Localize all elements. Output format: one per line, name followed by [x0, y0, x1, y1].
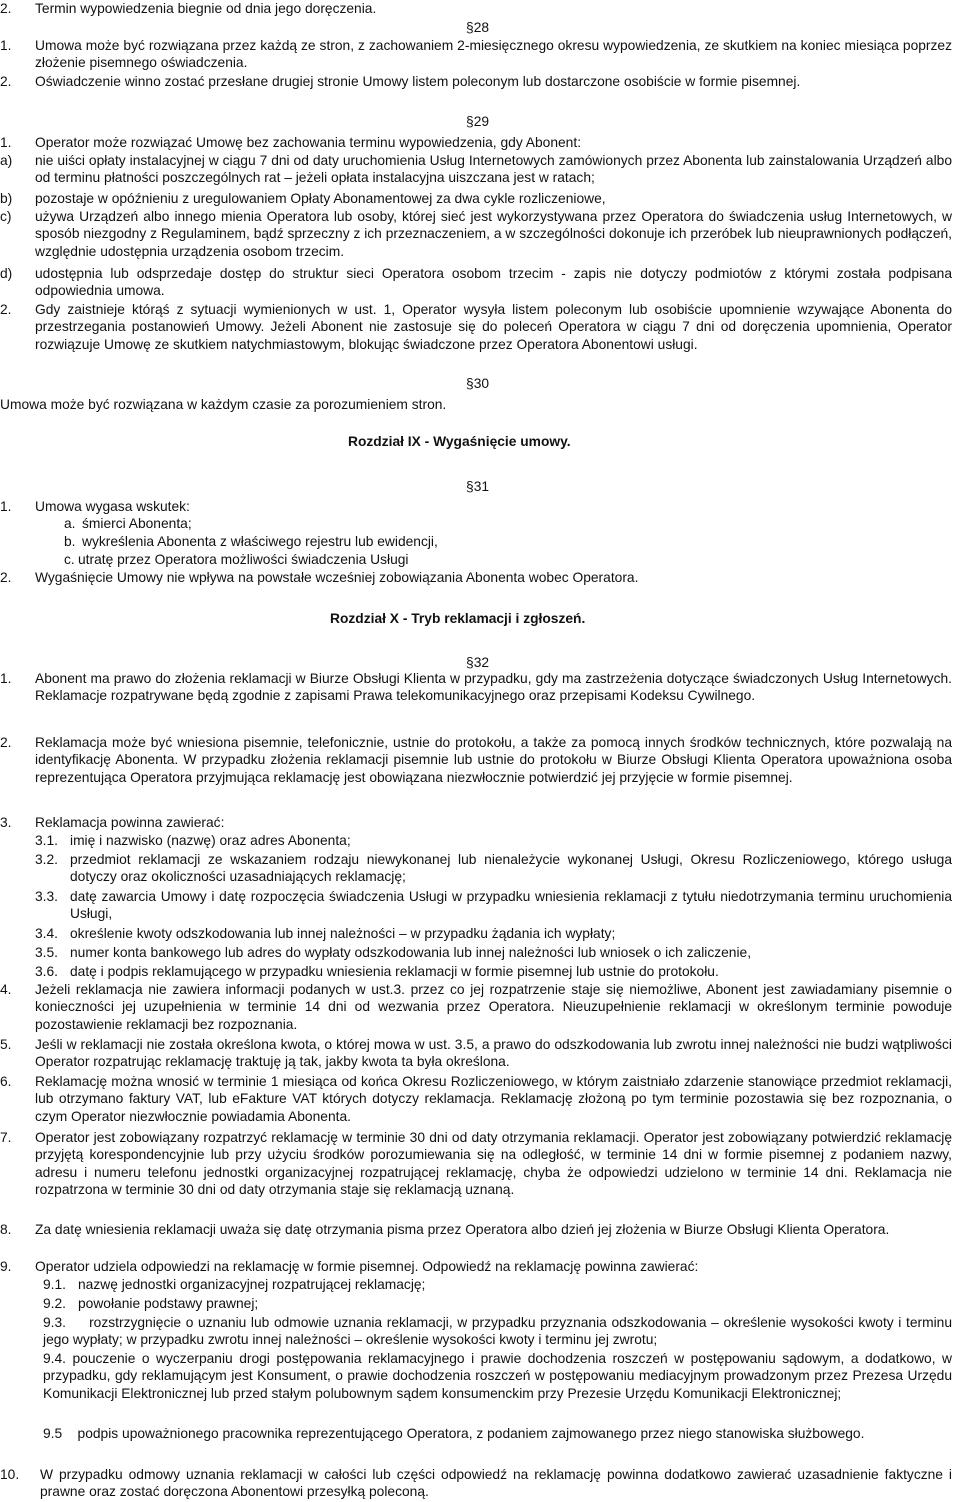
section-symbol-icon: § [466, 479, 474, 494]
section-number: 29 [473, 114, 490, 129]
sub-item [35, 832, 952, 849]
item-text: Umowa wygasa wskutek: [35, 499, 190, 514]
sub-item-label: 9.5 [43, 1426, 63, 1441]
item-text: W przypadku odmowy uznania reklamacji w całości lub części odpowiedź na reklamację powinna dodatkowo zawierać uzasadnienie faktyczne i prawne oraz zostać doręczona Abonentowi przesyłką poleconą. [40, 1467, 952, 1500]
sub-item-label: 3.6. [35, 964, 59, 979]
list-item [0, 498, 952, 515]
sub-item-label: d) [0, 266, 13, 281]
list-item [0, 1036, 952, 1071]
item-number: 2. [0, 735, 12, 750]
sub-item [0, 152, 952, 187]
section-symbol-icon: § [466, 20, 474, 35]
sub-item-text: wykreślenia Abonenta z właściwego rejestru lub ewidencji, [82, 534, 438, 549]
list-item [0, 1073, 952, 1125]
list-item [0, 1221, 952, 1238]
section-heading-28 [466, 19, 490, 36]
sub-item [43, 1276, 952, 1293]
sub-item [43, 1425, 952, 1442]
list-item [0, 1129, 952, 1199]
sub-item-text: datę zawarcia Umowy i datę rozpoczęcia świadczenia Usługi w przypadku wniesienia reklamacji z tytułu niedotrzymania terminu uruchomienia Usługi, [70, 889, 952, 922]
list-item [0, 981, 952, 1033]
item-text: Operator może rozwiązać Umowę bez zachowania terminu wypowiedzenia, gdy Abonent: [35, 135, 582, 150]
sub-item-text: określenie kwoty odszkodowania lub innej należności – w przypadku żądania ich wypłaty; [70, 926, 616, 941]
sub-item [35, 851, 952, 886]
sub-item [35, 963, 952, 980]
item-text: Oświadczenie winno zostać przesłane drugiej stronie Umowy listem poleconym lub dostarczone osobiście w formie pisemnej. [35, 74, 801, 89]
paragraph-text: Umowa może być rozwiązana w każdym czasie za porozumieniem stron. [0, 397, 447, 412]
chapter-title: Rozdział X - Tryb reklamacji i zgłoszeń. [330, 611, 586, 626]
sub-item [43, 1314, 952, 1349]
sub-item [64, 551, 944, 568]
item-number: 2. [0, 74, 12, 89]
sub-item [64, 515, 944, 532]
chapter-title: Rozdział IX - Wygaśnięcie umowy. [348, 434, 571, 449]
sub-item-text: datę i podpis reklamującego w przypadku wniesienia reklamacji w formie pisemnej lub ustnie do protokołu. [70, 964, 719, 979]
sub-item [43, 1350, 952, 1402]
sub-item-text: powołanie podstawy prawnej; [78, 1296, 259, 1311]
item-number: 4. [0, 982, 12, 997]
item-number: 6. [0, 1074, 12, 1089]
item-text: Reklamacja powinna zawierać: [35, 815, 225, 830]
item-number: 9. [0, 1259, 12, 1274]
item-text: Termin wypowiedzenia biegnie od dnia jego doręczenia. [35, 1, 377, 16]
item-text: Jeżeli reklamacja nie zawiera informacji podanych w ust.3. przez co jej rozpatrzenie staje się niemożliwe, Abonent jest zawiadamiany pisemnie o konieczności jej uzupełnienia w terminie 14 dni od wezwania przez Operatora. Nieuzupełnienie reklamacji w określonym terminie powoduje pozostawienie reklamacji bez rozpoznania. [35, 982, 952, 1032]
paragraph-2 [0, 0, 952, 17]
section-heading-32 [466, 654, 490, 671]
section-heading-29 [466, 113, 490, 130]
sub-item [43, 1295, 952, 1312]
item-number: 2. [0, 570, 12, 585]
sub-item [35, 944, 952, 961]
list-item [0, 670, 952, 705]
item-text: Za datę wniesienia reklamacji uważa się datę otrzymania pisma przez Operatora albo dzień jej złożenia w Biurze Obsługi Klienta Operatora. [35, 1222, 890, 1237]
item-text: Operator jest zobowiązany rozpatrzyć reklamację w terminie 30 dni od daty otrzymania reklamacji. Operator jest zobowiązany potwierdzić reklamację przyjętą korespondencyjnie lub przy użyciu środków porozumiewania się na odległość, w terminie 14 dni w formie pisemnej z podaniem nazwy, adresu i numeru telefonu jednostki organizacyjnej rozpatrującej reklamację, chyba że odpowiedzi udzielono w terminie 14 dni. Reklamacja nie rozpatrzona w terminie 30 dni od daty otrzymania staje się reklamacją uznaną. [35, 1130, 952, 1198]
item-number: 3. [0, 815, 12, 830]
sub-item [0, 208, 952, 260]
item-number: 1. [0, 38, 12, 53]
sub-item-text: podpis upoważnionego pracownika reprezentującego Operatora, z podaniem zajmowanego przez niego stanowiska służbowego. [77, 1426, 865, 1441]
list-item [0, 73, 952, 90]
sub-item-label: 3.3. [35, 889, 59, 904]
section-heading-30 [466, 375, 490, 392]
section-number: 31 [473, 479, 490, 494]
section-number: 30 [473, 376, 490, 391]
section-symbol-icon: § [466, 114, 474, 129]
sub-item-text: nie uiści opłaty instalacyjnej w ciągu 7 dni od daty uruchomienia Usług Internetowych zamówionych przez Abonenta lub zainstalowania Urządzeń albo od terminu płatności poszczególnych rat – jeżeli opłata instalacyjna uiszczana jest w ratach; [35, 153, 952, 186]
sub-item [35, 888, 952, 923]
sub-item-label: 3.4. [35, 926, 59, 941]
sub-item-text: nazwę jednostki organizacyjnej rozpatrującej reklamację; [78, 1277, 426, 1292]
sub-item-label: b) [0, 191, 13, 206]
sub-item-label: a. [64, 516, 76, 531]
sub-item-label: 3.1. [35, 833, 59, 848]
list-item [0, 569, 952, 586]
list-item [0, 1466, 952, 1501]
item-number: 7. [0, 1130, 12, 1145]
sub-item-label: 9.1. [43, 1277, 67, 1292]
list-item [0, 814, 952, 831]
sub-item-text: przedmiot reklamacji ze wskazaniem rodzaju niewykonanej lub nienależycie wykonanej Usługi, Okresu Rozliczeniowego, którego usługa dotyczy oraz okoliczności uzasadniających reklamację; [70, 852, 952, 885]
section-number: 28 [473, 20, 490, 35]
item-number: 8. [0, 1222, 12, 1237]
sub-item [35, 925, 952, 942]
item-number: 1. [0, 671, 12, 686]
sub-item-label: 9.2. [43, 1296, 67, 1311]
sub-item-text: utratę przez Operatora możliwości świadczenia Usługi [78, 552, 409, 567]
section-symbol-icon: § [466, 376, 474, 391]
item-number: 1. [0, 135, 12, 150]
section-heading-31 [466, 478, 490, 495]
sub-item-text: udostępnia lub odsprzedaje dostęp do struktur sieci Operatora osobom trzecim - zapis nie dotyczy podmiotów z którymi została podpisana odpowiednia umowa. [35, 266, 952, 299]
sub-item-label: c. [64, 552, 75, 567]
sub-item-text: pozostaje w opóźnieniu z uregulowaniem Opłaty Abonamentowej za dwa cykle rozliczeniowe, [35, 191, 606, 206]
item-text: Operator udziela odpowiedzi na reklamację w formie pisemnej. Odpowiedź na reklamację powinna zawierać: [35, 1259, 699, 1274]
item-text: Wygaśnięcie Umowy nie wpływa na powstałe wcześniej zobowiązania Abonenta wobec Operatora. [35, 570, 639, 585]
item-text: Reklamacja może być wniesiona pisemnie, telefonicznie, ustnie do protokołu, a także za pomocą innych środków technicznych, które pozwalają na identyfikację Abonenta. W przypadku złożenia reklamacji pisemnie lub ustnie do protokołu w Biurze Obsługi Klienta Operatora upoważniona osoba reprezentująca Operatora przyjmująca reklamację jest obowiązana niezwłocznie potwierdzić jej przyjęcie w formie pisemnej. [35, 735, 952, 785]
sub-item-label: 3.5. [35, 945, 59, 960]
list-item [0, 734, 952, 786]
sub-item-text: śmierci Abonenta; [82, 516, 192, 531]
list-item [0, 1258, 952, 1275]
item-number: 10. [0, 1467, 20, 1482]
sub-item [0, 190, 952, 207]
item-number: 2. [0, 1, 12, 16]
sub-item-text: używa Urządzeń albo innego mienia Operatora lub osoby, której sieć jest wykorzystywana przez Operatora do świadczenia usług Internetowych, w sposób niezgodny z Regulaminem, bądź sprzeczny z ich przeznaczeniem, a w szczególności dokonuje ich przeróbek lub nieuprawnionych podłączeń, względnie udostępnia urządzenia osobom trzecim. [35, 209, 952, 259]
list-item [0, 37, 952, 72]
sub-item-label: 3.2. [35, 852, 59, 867]
list-item [0, 134, 952, 151]
item-number: 2. [0, 302, 12, 317]
sub-item-text: rozstrzygnięcie o uznaniu lub odmowie uznania reklamacji, w przypadku przyznania odszkodowania – określenie wysokości kwoty i terminu jego wypłaty; w przypadku zwrotu innej należności – określenie wysokości kwoty i terminu jej zwrotu; [43, 1315, 952, 1348]
sub-item-label: a) [0, 153, 13, 168]
sub-item-label: b. [64, 534, 76, 549]
item-text: Umowa może być rozwiązana przez każdą ze stron, z zachowaniem 2-miesięcznego okresu wypowiedzenia, ze skutkiem na koniec miesiąca poprzez złożenie pisemnego oświadczenia. [35, 38, 952, 71]
sub-item [0, 265, 952, 300]
item-text: Reklamację można wnosić w terminie 1 miesiąca od końca Okresu Rozliczeniowego, w którym zaistniało zdarzenie stanowiące przedmiot reklamacji, lub otrzymano faktury VAT, lub eFakture VAT których dotyczy reklamacja. Reklamację złożoną po tym terminie pozostawia się bez rozpoznania, o czym Operator niezwłocznie powiadamia Abonenta. [35, 1074, 952, 1124]
item-number: 1. [0, 499, 12, 514]
sub-item-label: 9.3. [43, 1315, 67, 1330]
sub-item-text: imię i nazwisko (nazwę) oraz adres Abonenta; [70, 833, 351, 848]
sub-item-text: numer konta bankowego lub adres do wypłaty odszkodowania lub innej należności lub wniosek o ich zaliczenie, [70, 945, 752, 960]
item-text: Abonent ma prawo do złożenia reklamacji w Biurze Obsługi Klienta w przypadku, gdy ma zastrzeżenia dotyczące świadczonych Usług Internetowych. Reklamacje rozpatrywane będą zgodnie z zapisami Prawa telekomunikacyjnego oraz przepisami Kodeksu Cywilnego. [35, 671, 952, 704]
sub-item [64, 533, 944, 550]
item-number: 5. [0, 1037, 12, 1052]
section-number: 32 [473, 655, 490, 670]
item-text: Jeśli w reklamacji nie została określona kwota, o której mowa w ust. 3.5, a prawo do odszkodowania lub zwrotu innej należności nie budzi wątpliwości Operator rozpatrując reklamację traktuję ją tak, jakby kwota ta była określona. [35, 1037, 952, 1070]
sub-item-label: 9.4. [43, 1351, 67, 1366]
sub-item-label: c) [0, 209, 12, 224]
section-symbol-icon: § [466, 655, 474, 670]
sub-item-text: pouczenie o wyczerpaniu drogi postępowania reklamacyjnego i prawie dochodzenia roszczeń w postępowaniu sądowym, a dodatkowo, w przypadku, gdy reklamującym jest Konsument, o prawie dochodzenia roszczeń w postępowaniu mediacyjnym prowadzonym przez Prezesa Urzędu Komunikacji Elektronicznej lub przed stałym polubownym sądem konsumenckim przy Prezesie Urzędu Komunikacji Elektronicznej; [43, 1351, 952, 1401]
item-text: Gdy zaistnieje którąś z sytuacji wymienionych w ust. 1, Operator wysyła listem poleconym lub osobiście upomnienie wzywające Abonenta do przestrzegania postanowień Umowy. Jeżeli Abonent nie zastosuje się do poleceń Operatora w ciągu 7 dni od doręczenia upomnienia, Operator rozwiązuje Umowę ze skutkiem natychmiastowym, blokując świadczone przez Operatora Abonentowi usługi. [35, 302, 952, 352]
list-item [0, 301, 952, 353]
